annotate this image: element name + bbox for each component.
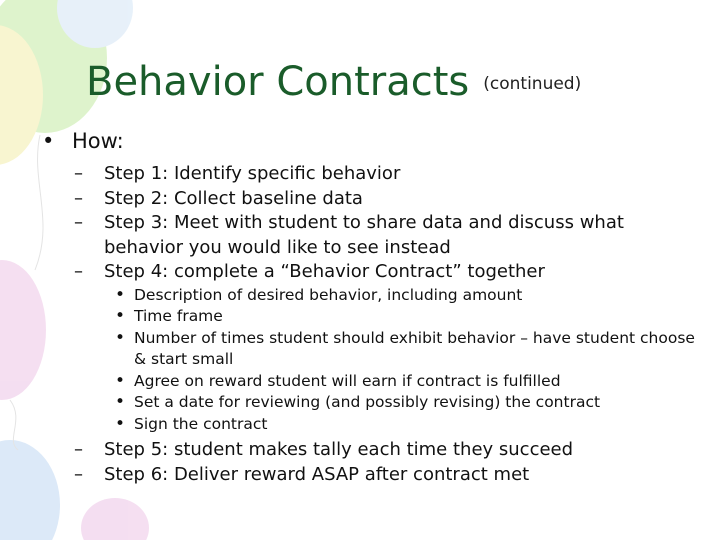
step-item <box>40 162 700 187</box>
step-text: Step 1: Identify specific behavior <box>104 163 401 184</box>
step-item <box>40 260 700 285</box>
dash-icon: – <box>74 439 83 460</box>
bullet-dot-icon: • <box>115 284 126 305</box>
sub-item <box>40 328 700 371</box>
sub-item-text: Time frame <box>134 307 223 325</box>
bullet-dot-icon: • <box>42 129 55 153</box>
sub-item <box>40 306 700 328</box>
sub-item-text: Sign the contract <box>134 414 268 433</box>
lead-bullet <box>40 128 700 154</box>
sub-item <box>40 414 700 436</box>
step-item <box>40 463 700 488</box>
bullet-dot-icon: • <box>115 370 126 391</box>
dash-icon: – <box>74 463 83 485</box>
bullet-dot-icon: • <box>115 392 126 412</box>
dash-icon: – <box>74 187 83 209</box>
bullet-dot-icon: • <box>115 413 126 434</box>
step-item <box>40 438 700 463</box>
bullet-dot-icon: • <box>115 306 126 326</box>
dash-icon: – <box>74 261 83 282</box>
slide-title-main: Behavior Contracts <box>86 59 470 105</box>
contract-components-list <box>40 285 700 436</box>
sub-item-text: Description of desired behavior, including amount <box>134 285 523 304</box>
steps-list-bottom <box>40 438 700 487</box>
sub-item-text: Agree on reward student will earn if contract is fulfilled <box>134 371 561 390</box>
balloon-pink-bottom <box>81 498 149 540</box>
sub-item <box>40 392 700 414</box>
sub-item <box>40 285 700 307</box>
step-text: Step 3: Meet with student to share data and discuss what behavior you would like to see instead <box>104 212 624 258</box>
step-item <box>40 187 700 212</box>
slide-title-suffix: (continued) <box>483 74 582 94</box>
bullet-dot-icon: • <box>115 327 126 348</box>
steps-list-top <box>40 162 700 285</box>
lead-text: How: <box>72 129 124 153</box>
sub-item <box>40 371 700 393</box>
step-text: Step 2: Collect baseline data <box>104 187 363 209</box>
step-text: Step 6: Deliver reward ASAP after contract met <box>104 463 530 485</box>
sub-item-text: Set a date for reviewing (and possibly revising) the contract <box>134 393 601 411</box>
step-item <box>40 211 700 260</box>
step-text: Step 5: student makes tally each time they succeed <box>104 439 574 460</box>
dash-icon: – <box>74 212 83 233</box>
slide-title <box>86 58 581 108</box>
step-text: Step 4: complete a “Behavior Contract” together <box>104 261 545 282</box>
dash-icon: – <box>74 163 83 184</box>
sub-item-text: Number of times student should exhibit behavior – have student choose & start small <box>134 328 695 368</box>
slide-body <box>40 128 700 487</box>
